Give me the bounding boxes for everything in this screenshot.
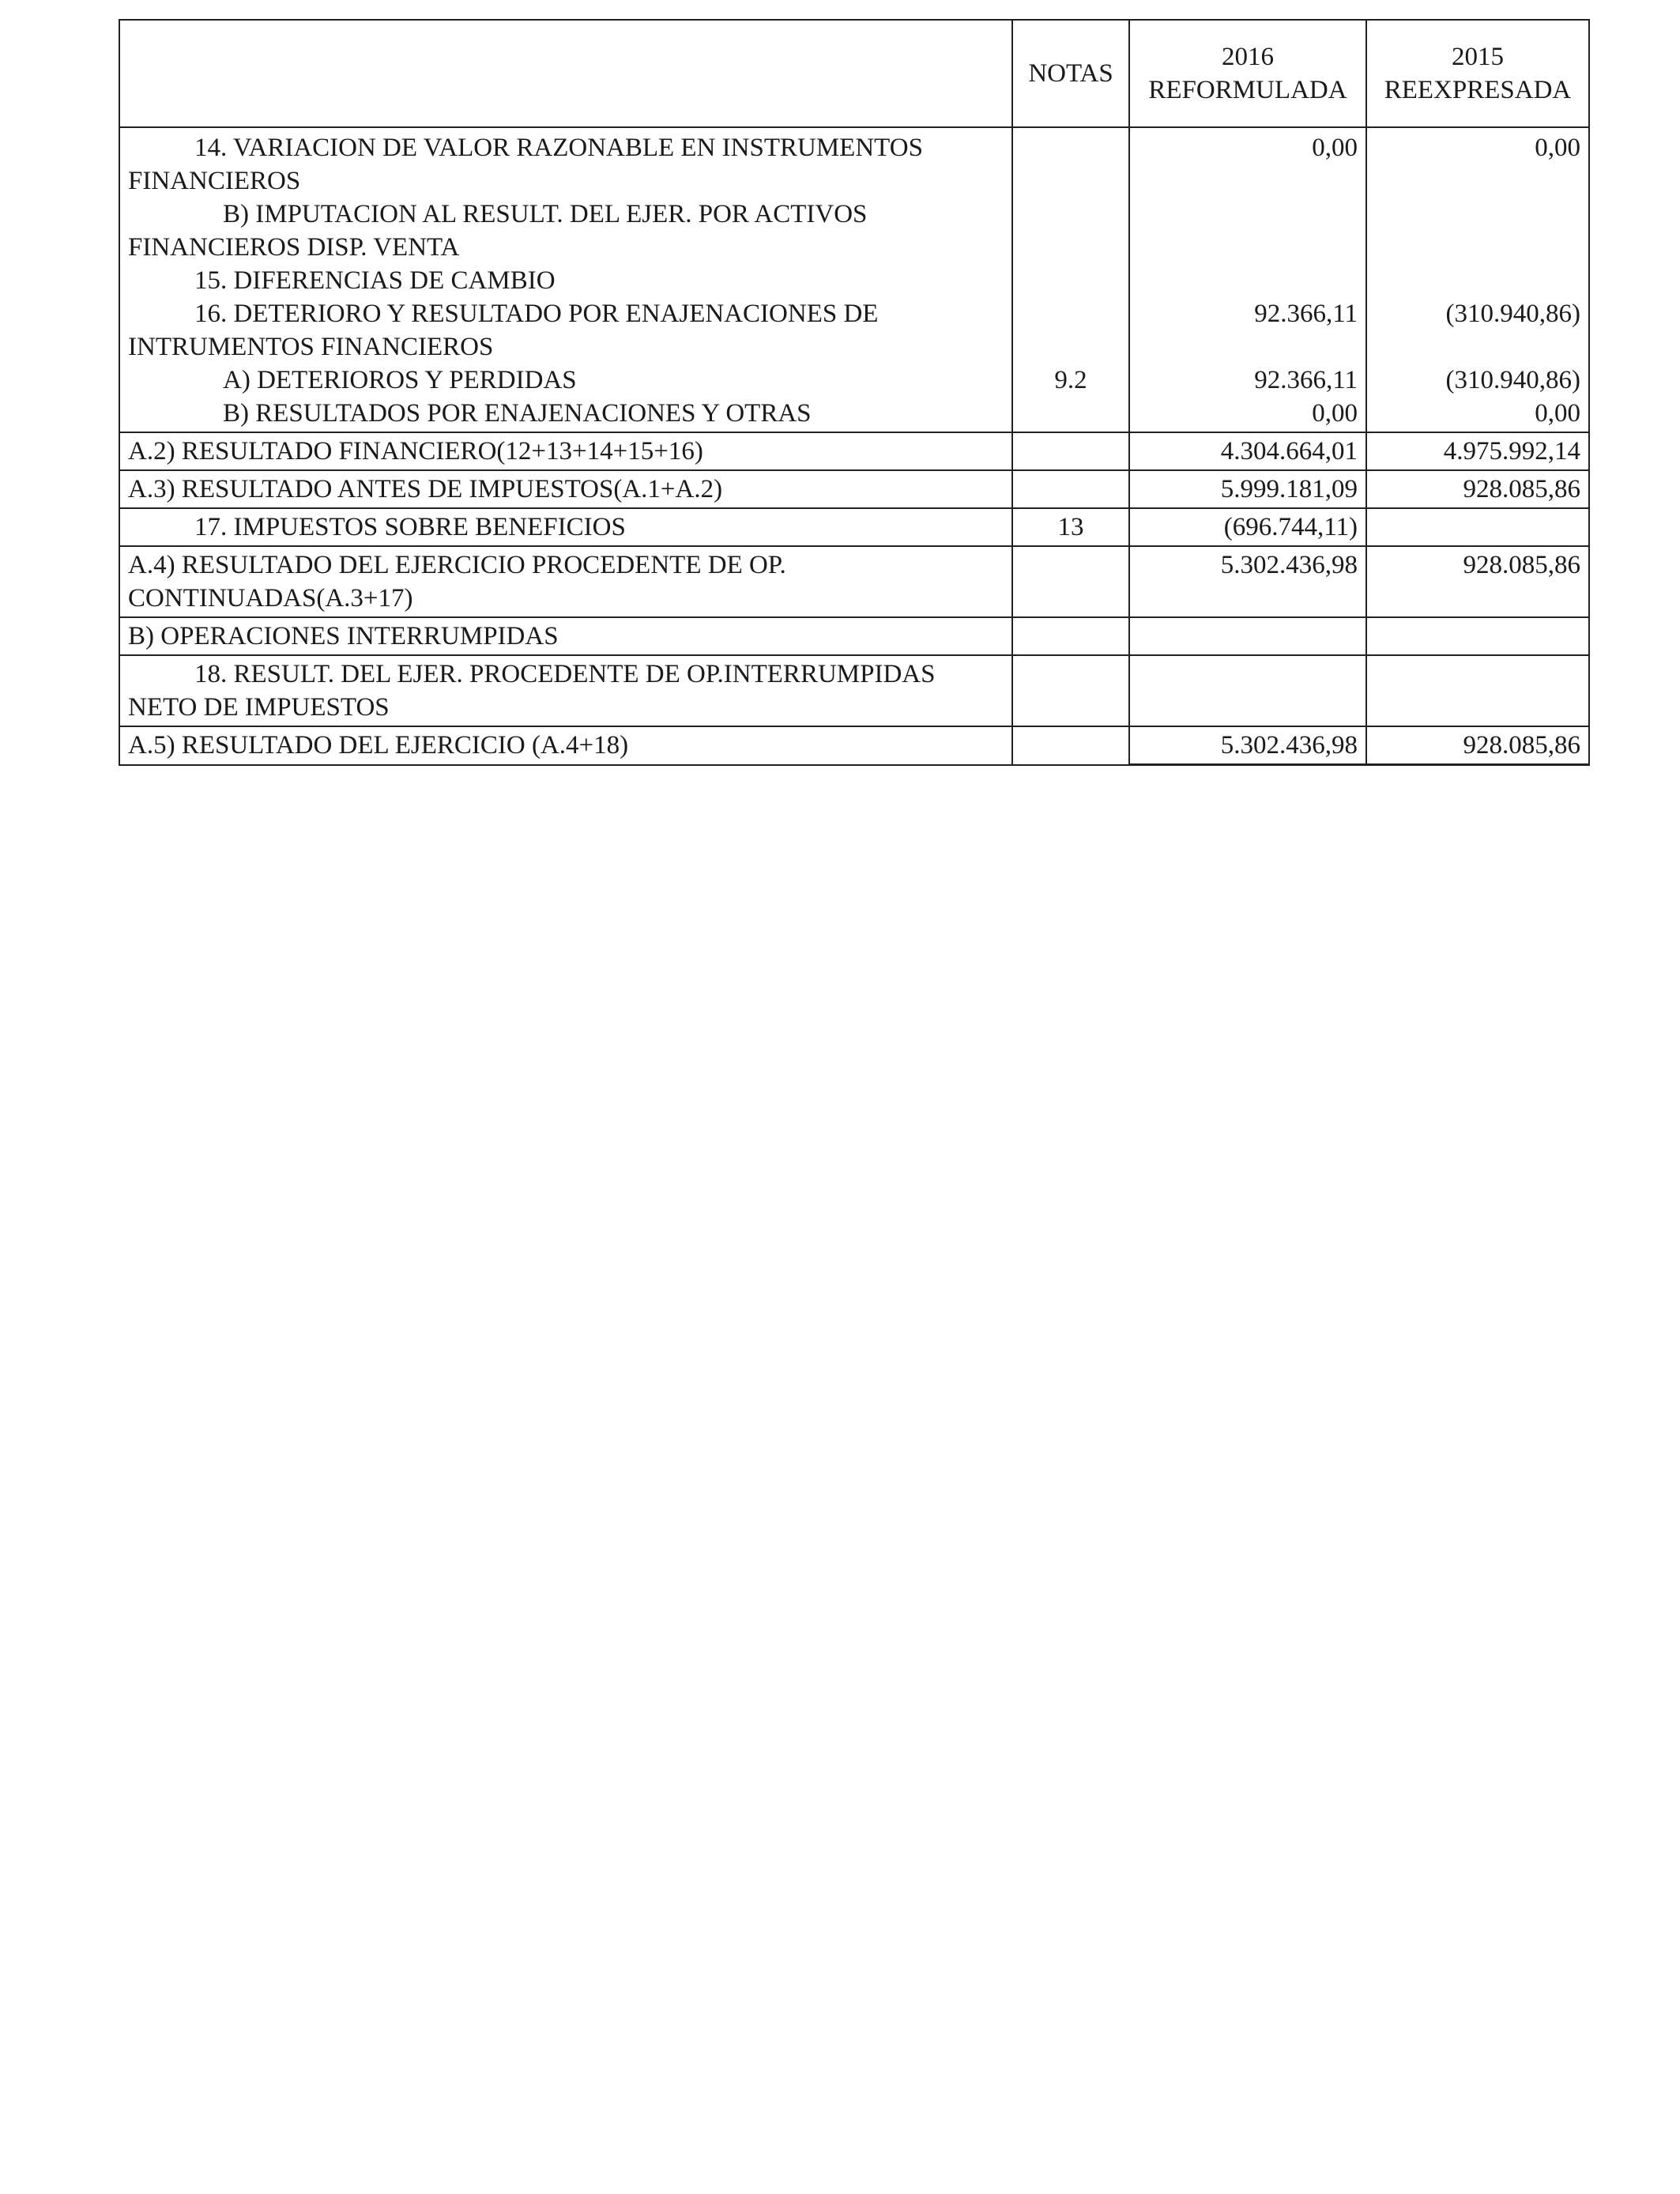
row-concept: B) IMPUTACION AL RESULT. DEL EJER. POR ACTIVOS FINANCIEROS DISP. VENTA bbox=[119, 198, 1012, 264]
table-row bbox=[119, 508, 1589, 546]
row-notes bbox=[1012, 297, 1129, 364]
row-value-2015: 928.085,86 bbox=[1366, 470, 1589, 508]
table-row bbox=[119, 432, 1589, 470]
row-notes bbox=[1012, 726, 1129, 765]
row-value-2016: (696.744,11) bbox=[1129, 508, 1366, 546]
row-value-2016: 4.304.664,01 bbox=[1129, 432, 1366, 470]
table-row bbox=[119, 397, 1589, 432]
header-2015-label: REEXPRESADA bbox=[1384, 76, 1572, 104]
row-value-2016: 92.366,11 bbox=[1129, 297, 1366, 364]
row-concept: A.2) RESULTADO FINANCIERO(12+13+14+15+16) bbox=[119, 432, 1012, 470]
row-value-2016: 0,00 bbox=[1129, 127, 1366, 198]
row-concept: B) OPERACIONES INTERRUMPIDAS bbox=[119, 617, 1012, 655]
table-row bbox=[119, 655, 1589, 726]
row-value-2016: 5.302.436,98 bbox=[1129, 726, 1366, 765]
row-notes: 13 bbox=[1012, 508, 1129, 546]
row-concept: 14. VARIACION DE VALOR RAZONABLE EN INSTRUMENTOS FINANCIEROS bbox=[119, 127, 1012, 198]
row-value-2016: 0,00 bbox=[1129, 397, 1366, 432]
row-notes bbox=[1012, 617, 1129, 655]
row-value-2015 bbox=[1366, 617, 1589, 655]
table-row bbox=[119, 198, 1589, 264]
row-concept: 16. DETERIORO Y RESULTADO POR ENAJENACIONES DE INTRUMENTOS FINANCIEROS bbox=[119, 297, 1012, 364]
row-concept: B) RESULTADOS POR ENAJENACIONES Y OTRAS bbox=[119, 397, 1012, 432]
row-value-2015: 0,00 bbox=[1366, 127, 1589, 198]
row-notes bbox=[1012, 546, 1129, 617]
financial-statement-page bbox=[119, 19, 1588, 766]
table-row bbox=[119, 297, 1589, 364]
header-2015-year: 2015 bbox=[1452, 43, 1504, 71]
table-row bbox=[119, 127, 1589, 198]
row-value-2015: 4.975.992,14 bbox=[1366, 432, 1589, 470]
row-notes bbox=[1012, 470, 1129, 508]
row-concept: A.5) RESULTADO DEL EJERCICIO (A.4+18) bbox=[119, 726, 1012, 765]
row-concept: A.4) RESULTADO DEL EJERCICIO PROCEDENTE DE OP. CONTINUADAS(A.3+17) bbox=[119, 546, 1012, 617]
row-value-2015 bbox=[1366, 655, 1589, 726]
row-notes bbox=[1012, 127, 1129, 198]
row-concept: 18. RESULT. DEL EJER. PROCEDENTE DE OP.INTERRUMPIDAS NETO DE IMPUESTOS bbox=[119, 655, 1012, 726]
row-value-2016: 92.366,11 bbox=[1129, 364, 1366, 397]
row-notes bbox=[1012, 655, 1129, 726]
row-value-2016 bbox=[1129, 617, 1366, 655]
row-notes bbox=[1012, 397, 1129, 432]
row-value-2016 bbox=[1129, 655, 1366, 726]
row-notes bbox=[1012, 432, 1129, 470]
row-value-2015: 928.085,86 bbox=[1366, 546, 1589, 617]
row-notes bbox=[1012, 264, 1129, 297]
row-value-2016 bbox=[1129, 264, 1366, 297]
table-row bbox=[119, 470, 1589, 508]
table-row bbox=[119, 546, 1589, 617]
row-notes bbox=[1012, 198, 1129, 264]
table-row bbox=[119, 726, 1589, 765]
row-value-2016: 5.302.436,98 bbox=[1129, 546, 1366, 617]
row-value-2015: 928.085,86 bbox=[1366, 726, 1589, 765]
row-concept: 17. IMPUESTOS SOBRE BENEFICIOS bbox=[119, 508, 1012, 546]
row-value-2015: (310.940,86) bbox=[1366, 297, 1589, 364]
header-notes: NOTAS bbox=[1012, 20, 1129, 127]
table-row bbox=[119, 264, 1589, 297]
row-concept: A.3) RESULTADO ANTES DE IMPUESTOS(A.1+A.2) bbox=[119, 470, 1012, 508]
row-value-2015 bbox=[1366, 264, 1589, 297]
header-concept bbox=[119, 20, 1012, 127]
row-notes: 9.2 bbox=[1012, 364, 1129, 397]
header-2016-label: REFORMULADA bbox=[1148, 76, 1347, 104]
table-row bbox=[119, 364, 1589, 397]
row-value-2015 bbox=[1366, 508, 1589, 546]
row-concept: A) DETERIOROS Y PERDIDAS bbox=[119, 364, 1012, 397]
row-concept: 15. DIFERENCIAS DE CAMBIO bbox=[119, 264, 1012, 297]
header-2015 bbox=[1366, 20, 1589, 127]
table-row bbox=[119, 617, 1589, 655]
row-value-2016: 5.999.181,09 bbox=[1129, 470, 1366, 508]
row-value-2016 bbox=[1129, 198, 1366, 264]
row-value-2015 bbox=[1366, 198, 1589, 264]
header-2016-year: 2016 bbox=[1222, 43, 1274, 71]
header-2016 bbox=[1129, 20, 1366, 127]
table-header-row bbox=[119, 20, 1589, 127]
row-value-2015: (310.940,86) bbox=[1366, 364, 1589, 397]
income-statement-table bbox=[119, 19, 1590, 766]
row-value-2015: 0,00 bbox=[1366, 397, 1589, 432]
